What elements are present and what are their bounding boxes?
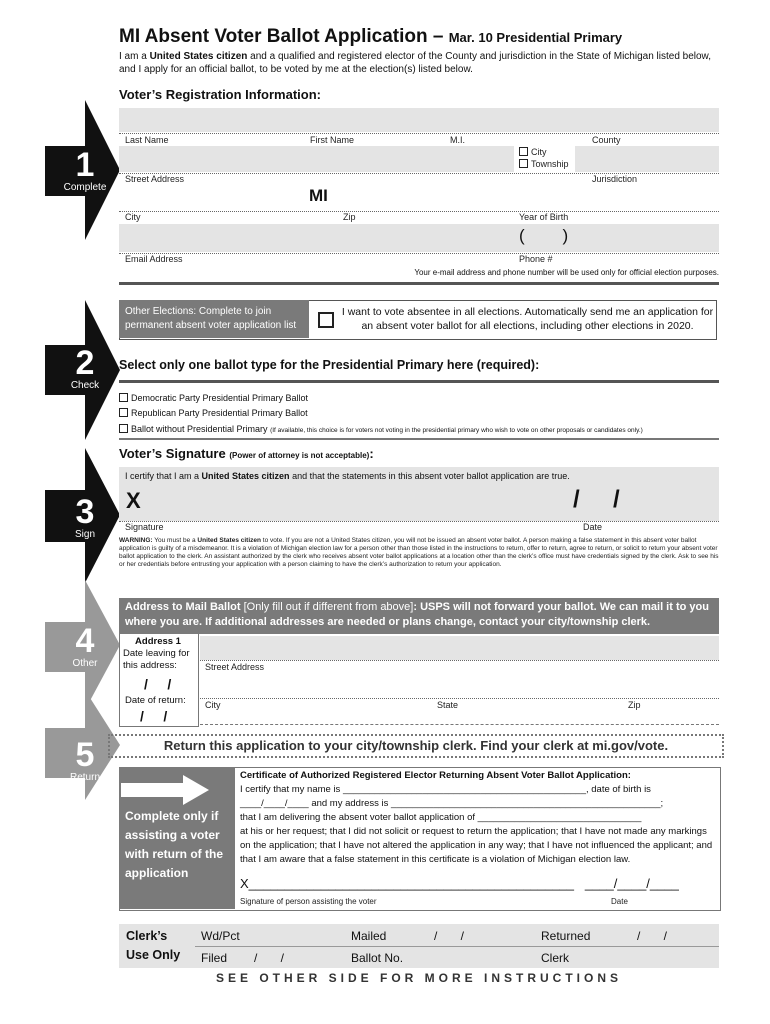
other-elections-label: Other Elections: Complete to join permanent absent voter application list	[119, 300, 309, 338]
form-subtitle: Mar. 10 Presidential Primary	[448, 30, 623, 45]
mail-street-field[interactable]	[200, 636, 719, 660]
return-instruction: Return this application to your city/township clerk. Find your clerk at mi.gov/vote.	[163, 738, 669, 753]
assist-label: Complete only if assisting a voter with return of the application	[125, 809, 223, 880]
registration-heading: Voter’s Registration Information:	[119, 87, 321, 102]
democratic-checkbox	[119, 393, 128, 402]
ballot-heading: Select only one ballot type for the Presidential Primary here (required):	[119, 358, 540, 372]
township-option[interactable]: Township	[519, 159, 569, 169]
signature-x: X	[126, 488, 141, 513]
mail-address-heading: Address to Mail Ballot [Only fill out if different from above]: USPS will not forward your ballot. We can mail it to you where you are. If additional addresses are needed or plans change, contact your city/township clerk.	[119, 598, 719, 634]
clerk-label: Clerk’s Use Only	[126, 929, 181, 962]
republican-checkbox	[119, 408, 128, 417]
ballot-option-republican[interactable]: Republican Party Presidential Primary Ballot	[119, 408, 308, 419]
warning-text: WARNING: You must be a United States citizen to vote. If you are not a United States citizen, you will not be issued an absent voter ballot. A person making a false statement in this absent voter ballot application is guilty of a misdemeanor. It is a violation of Michigan election law for a person other than those listed in the instructions to return, offer to return, agree to return, or solicit to return your absent voter ballot application to the clerk. An assistant authorized by the clerk who receives absent voter ballot applications at a location other than the clerk’s office must have credentials signed by the clerk. Ask to see his or her credentials before entrusting your application with a person claiming to have the clerk’s authorization to return your application.	[119, 537, 719, 568]
township-checkbox	[519, 159, 528, 168]
step-2: 2 Check	[70, 344, 100, 391]
permanent-list-checkbox[interactable]	[318, 312, 334, 328]
city-option[interactable]: City	[519, 147, 547, 157]
other-elections-text: I want to vote absentee in all elections. Automatically send me an application for an absent voter ballot for all elections, including other elections in 2020.	[341, 306, 714, 332]
assist-cert: Certificate of Authorized Registered Elector Returning Absent Voter Ballot Application: I certify that my name is ______________________________________________, date of birth is ____/____/____ and my address is ___________________________________________________; that I am delivering the absent voter ballot application of _______________________________ at his or her request; that I did not solicit or request to return the application; that I have not made any markings on the application; that I have not altered the application in any way; that I have not influenced the applicant; and that I am aware that a false statement in this certificate is a violation of Michigan election law.	[240, 770, 713, 865]
leaving-date-slashes: / /	[144, 676, 172, 692]
email-phone-field[interactable]	[119, 224, 719, 252]
signature-heading: Voter’s Signature (Power of attorney is not acceptable):	[119, 446, 374, 461]
right-arrow-icon	[121, 775, 211, 805]
step-3: 3 Sign	[74, 493, 95, 540]
phone-parens: ( )	[519, 226, 569, 245]
footer-text: SEE OTHER SIDE FOR MORE INSTRUCTIONS	[215, 971, 623, 985]
county-field[interactable]	[575, 146, 719, 172]
step-5: 5 Return	[69, 736, 100, 783]
city-zip-row[interactable]	[119, 186, 719, 210]
step-4: 4 Other	[72, 622, 98, 669]
intro-text: I am a United States citizen and a qualified and registered elector of the County and jurisdiction in the State of Michigan listed below, and I apply for an official ballot, to be voted by me at the election(s) listed below.	[119, 51, 712, 75]
ballot-option-no-primary[interactable]: Ballot without Presidential Primary (If available, this choice is for voters not voting in the presidential primary who wish to vote on other proposals or candidates only.)	[119, 424, 643, 436]
state-mi: MI	[309, 186, 328, 205]
form-title: MI Absent Voter Ballot Application – Mar. 10 Presidential Primary	[119, 26, 623, 47]
assist-signature-line[interactable]: X_____________________________________________ ____/____/____	[240, 876, 679, 891]
ballot-option-democratic[interactable]: Democratic Party Presidential Primary Ballot	[119, 393, 308, 404]
return-date-slashes: / /	[140, 708, 168, 724]
mail-city-field[interactable]	[200, 674, 719, 698]
signature-date-slashes: / /	[573, 486, 620, 513]
no-primary-checkbox	[119, 424, 128, 433]
name-field[interactable]	[119, 108, 719, 132]
certify-text: I certify that I am a United States citizen and that the statements in this absent voter ballot application are true.	[125, 471, 570, 481]
street-field[interactable]	[119, 146, 514, 172]
privacy-note: Your e-mail address and phone number will be used only for official election purposes.	[414, 268, 719, 277]
city-checkbox	[519, 147, 528, 156]
step-1: 1 Complete	[63, 146, 107, 193]
